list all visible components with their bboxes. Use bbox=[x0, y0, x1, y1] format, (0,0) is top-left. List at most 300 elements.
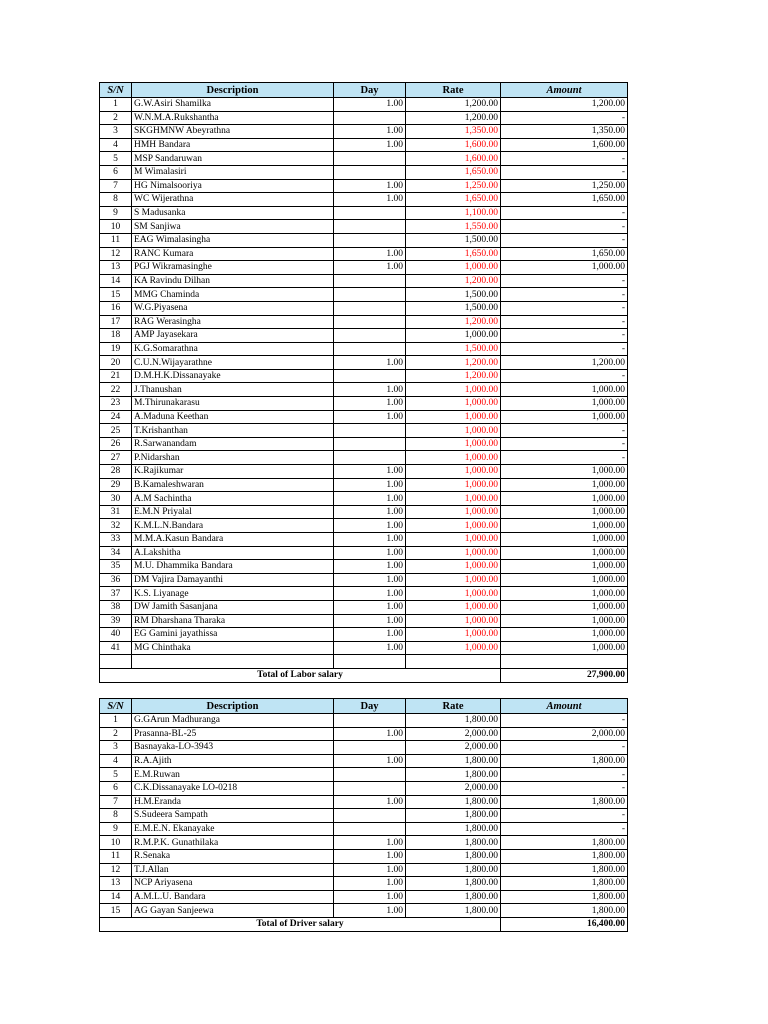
description-cell: T.Krishanthan bbox=[132, 424, 334, 438]
description-cell: S.Sudeera Sampath bbox=[132, 809, 334, 823]
sn-cell: 17 bbox=[100, 315, 132, 329]
description-cell: M.Thirunakarasu bbox=[132, 397, 334, 411]
table-row bbox=[100, 492, 628, 506]
sn-cell: 8 bbox=[100, 193, 132, 207]
sn-cell: 29 bbox=[100, 478, 132, 492]
day-cell: 1.00 bbox=[334, 98, 406, 112]
rate-cell: 1,000.00 bbox=[406, 410, 501, 424]
table-row bbox=[100, 437, 628, 451]
description-cell: HMH Bandara bbox=[132, 138, 334, 152]
sn-cell: 21 bbox=[100, 369, 132, 383]
amount-cell: 1,000.00 bbox=[501, 533, 628, 547]
day-cell bbox=[334, 233, 406, 247]
rate-cell: 1,000.00 bbox=[406, 492, 501, 506]
table-row bbox=[100, 573, 628, 587]
description-cell: NCP Ariyasena bbox=[132, 877, 334, 891]
amount-cell: - bbox=[501, 342, 628, 356]
day-cell: 1.00 bbox=[334, 247, 406, 261]
amount-cell: 1,000.00 bbox=[501, 383, 628, 397]
day-cell bbox=[334, 822, 406, 836]
rate-cell: 2,000.00 bbox=[406, 781, 501, 795]
rate-cell: 1,000.00 bbox=[406, 560, 501, 574]
description-cell: J.Thanushan bbox=[132, 383, 334, 397]
sn-cell: 9 bbox=[100, 822, 132, 836]
rate-cell: 1,000.00 bbox=[406, 519, 501, 533]
day-cell: 1.00 bbox=[334, 465, 406, 479]
sn-cell: 10 bbox=[100, 220, 132, 234]
day-cell bbox=[334, 165, 406, 179]
table-row bbox=[100, 600, 628, 614]
table-row bbox=[100, 714, 628, 728]
sn-cell: 35 bbox=[100, 560, 132, 574]
amount-cell: 1,000.00 bbox=[501, 641, 628, 655]
day-cell: 1.00 bbox=[334, 849, 406, 863]
description-cell: HG Nimalsooriya bbox=[132, 179, 334, 193]
sn-cell: 31 bbox=[100, 505, 132, 519]
amount-cell: 1,000.00 bbox=[501, 600, 628, 614]
table-row bbox=[100, 206, 628, 220]
sn-cell: 5 bbox=[100, 152, 132, 166]
amount-cell: 1,000.00 bbox=[501, 573, 628, 587]
sn-header: S/N bbox=[100, 699, 132, 714]
table-row bbox=[100, 342, 628, 356]
rate-cell: 1,800.00 bbox=[406, 836, 501, 850]
description-cell: RANC Kumara bbox=[132, 247, 334, 261]
sn-cell: 2 bbox=[100, 727, 132, 741]
day-cell: 1.00 bbox=[334, 560, 406, 574]
sn-cell: 40 bbox=[100, 628, 132, 642]
description-cell: K.G.Somarathna bbox=[132, 342, 334, 356]
description-cell: PGJ Wikramasinghe bbox=[132, 261, 334, 275]
rate-cell: 1,200.00 bbox=[406, 356, 501, 370]
description-cell: D.M.H.K.Dissanayake bbox=[132, 369, 334, 383]
description-cell: DM Vajira Damayanthi bbox=[132, 573, 334, 587]
amount-cell: - bbox=[501, 781, 628, 795]
description-cell: M Wimalasiri bbox=[132, 165, 334, 179]
sn-cell: 20 bbox=[100, 356, 132, 370]
sn-cell: 4 bbox=[100, 754, 132, 768]
sn-cell: 30 bbox=[100, 492, 132, 506]
day-cell bbox=[334, 424, 406, 438]
rate-cell: 1,100.00 bbox=[406, 206, 501, 220]
sn-cell: 36 bbox=[100, 573, 132, 587]
sn-cell: 13 bbox=[100, 261, 132, 275]
sn-cell: 5 bbox=[100, 768, 132, 782]
description-cell: R.Sarwanandam bbox=[132, 437, 334, 451]
table-row bbox=[100, 768, 628, 782]
rate-cell: 1,000.00 bbox=[406, 546, 501, 560]
table-row bbox=[100, 274, 628, 288]
amount-cell: - bbox=[501, 315, 628, 329]
labor-header-row bbox=[100, 83, 628, 98]
table-row bbox=[100, 329, 628, 343]
table-row bbox=[100, 410, 628, 424]
driver-salary-table bbox=[99, 698, 628, 932]
description-header: Description bbox=[132, 699, 334, 714]
sn-cell: 24 bbox=[100, 410, 132, 424]
table-row bbox=[100, 727, 628, 741]
rate-cell: 1,000.00 bbox=[406, 451, 501, 465]
table-row bbox=[100, 641, 628, 655]
table-row bbox=[100, 179, 628, 193]
amount-cell: 1,350.00 bbox=[501, 125, 628, 139]
rate-cell: 1,250.00 bbox=[406, 179, 501, 193]
sn-cell: 3 bbox=[100, 125, 132, 139]
day-cell: 1.00 bbox=[334, 138, 406, 152]
amount-cell: - bbox=[501, 152, 628, 166]
rate-cell: 1,800.00 bbox=[406, 904, 501, 918]
rate-cell: 1,000.00 bbox=[406, 600, 501, 614]
amount-cell: - bbox=[501, 768, 628, 782]
rate-cell: 1,000.00 bbox=[406, 465, 501, 479]
sn-cell: 11 bbox=[100, 233, 132, 247]
description-cell: A.M Sachintha bbox=[132, 492, 334, 506]
description-cell: C.U.N.Wijayarathne bbox=[132, 356, 334, 370]
day-cell: 1.00 bbox=[334, 754, 406, 768]
table-row bbox=[100, 397, 628, 411]
labor-total-amount: 27,900.00 bbox=[501, 668, 628, 682]
description-cell: E.M.E.N. Ekanayake bbox=[132, 822, 334, 836]
day-cell: 1.00 bbox=[334, 519, 406, 533]
day-cell: 1.00 bbox=[334, 533, 406, 547]
amount-cell: 1,000.00 bbox=[501, 261, 628, 275]
amount-cell: - bbox=[501, 220, 628, 234]
sn-cell: 15 bbox=[100, 904, 132, 918]
day-cell: 1.00 bbox=[334, 193, 406, 207]
day-cell bbox=[334, 329, 406, 343]
day-cell bbox=[334, 301, 406, 315]
rate-cell: 1,000.00 bbox=[406, 614, 501, 628]
table-row bbox=[100, 849, 628, 863]
day-cell bbox=[334, 111, 406, 125]
table-row bbox=[100, 369, 628, 383]
rate-cell: 1,000.00 bbox=[406, 437, 501, 451]
day-cell bbox=[334, 274, 406, 288]
amount-cell: - bbox=[501, 424, 628, 438]
description-cell: B.Kamaleshwaran bbox=[132, 478, 334, 492]
sn-cell: 12 bbox=[100, 247, 132, 261]
amount-cell: - bbox=[501, 437, 628, 451]
rate-cell: 1,000.00 bbox=[406, 383, 501, 397]
rate-cell: 1,500.00 bbox=[406, 288, 501, 302]
amount-cell: 1,000.00 bbox=[501, 478, 628, 492]
day-header: Day bbox=[334, 83, 406, 98]
description-cell: AG Gayan Sanjeewa bbox=[132, 904, 334, 918]
table-row bbox=[100, 261, 628, 275]
blank-row bbox=[100, 655, 628, 669]
amount-cell: - bbox=[501, 741, 628, 755]
amount-cell: 1,000.00 bbox=[501, 397, 628, 411]
day-cell bbox=[334, 768, 406, 782]
sn-cell: 3 bbox=[100, 741, 132, 755]
table-row bbox=[100, 505, 628, 519]
sn-cell: 9 bbox=[100, 206, 132, 220]
table-row bbox=[100, 125, 628, 139]
table-row bbox=[100, 383, 628, 397]
driver-total-amount: 16,400.00 bbox=[501, 917, 628, 931]
amount-cell: - bbox=[501, 233, 628, 247]
description-cell: K.S. Liyanage bbox=[132, 587, 334, 601]
description-cell: W.N.M.A.Rukshantha bbox=[132, 111, 334, 125]
day-cell: 1.00 bbox=[334, 836, 406, 850]
table-row bbox=[100, 424, 628, 438]
amount-cell: 1,800.00 bbox=[501, 795, 628, 809]
table-row bbox=[100, 546, 628, 560]
description-cell: R.Senaka bbox=[132, 849, 334, 863]
rate-cell: 1,800.00 bbox=[406, 890, 501, 904]
table-row bbox=[100, 247, 628, 261]
amount-cell: 1,000.00 bbox=[501, 410, 628, 424]
day-cell bbox=[334, 206, 406, 220]
description-cell: Prasanna-BL-25 bbox=[132, 727, 334, 741]
amount-cell: 1,000.00 bbox=[501, 465, 628, 479]
table-row bbox=[100, 836, 628, 850]
amount-header: Amount bbox=[501, 83, 628, 98]
table-row bbox=[100, 138, 628, 152]
description-cell: A.M.L.U. Bandara bbox=[132, 890, 334, 904]
amount-cell: 1,650.00 bbox=[501, 247, 628, 261]
labor-salary-table bbox=[99, 82, 628, 683]
rate-cell: 1,000.00 bbox=[406, 628, 501, 642]
driver-total-label: Total of Driver salary bbox=[100, 917, 501, 931]
rate-cell: 1,200.00 bbox=[406, 274, 501, 288]
description-cell: T.J.Allan bbox=[132, 863, 334, 877]
description-cell: A.Maduna Keethan bbox=[132, 410, 334, 424]
day-cell bbox=[334, 315, 406, 329]
description-cell: SM Sanjiwa bbox=[132, 220, 334, 234]
driver-header-row bbox=[100, 699, 628, 714]
description-cell: K.M.L.N.Bandara bbox=[132, 519, 334, 533]
sn-cell: 10 bbox=[100, 836, 132, 850]
sn-cell: 6 bbox=[100, 781, 132, 795]
table-row bbox=[100, 877, 628, 891]
amount-cell: 1,000.00 bbox=[501, 505, 628, 519]
amount-cell: 2,000.00 bbox=[501, 727, 628, 741]
day-cell: 1.00 bbox=[334, 890, 406, 904]
amount-cell: 1,600.00 bbox=[501, 138, 628, 152]
table-row bbox=[100, 152, 628, 166]
sn-cell: 2 bbox=[100, 111, 132, 125]
day-cell: 1.00 bbox=[334, 600, 406, 614]
sn-cell: 11 bbox=[100, 849, 132, 863]
rate-cell: 1,000.00 bbox=[406, 533, 501, 547]
rate-cell: 1,500.00 bbox=[406, 233, 501, 247]
description-cell: R.A.Ajith bbox=[132, 754, 334, 768]
amount-cell: - bbox=[501, 329, 628, 343]
day-cell: 1.00 bbox=[334, 795, 406, 809]
rate-cell: 1,800.00 bbox=[406, 877, 501, 891]
day-cell: 1.00 bbox=[334, 397, 406, 411]
amount-cell: 1,250.00 bbox=[501, 179, 628, 193]
table-row bbox=[100, 863, 628, 877]
description-cell: H.M.Eranda bbox=[132, 795, 334, 809]
amount-cell: - bbox=[501, 206, 628, 220]
amount-cell: 1,000.00 bbox=[501, 614, 628, 628]
sn-cell: 38 bbox=[100, 600, 132, 614]
sn-cell: 7 bbox=[100, 179, 132, 193]
amount-cell: - bbox=[501, 288, 628, 302]
sn-cell: 8 bbox=[100, 809, 132, 823]
sn-cell: 18 bbox=[100, 329, 132, 343]
rate-cell: 1,800.00 bbox=[406, 822, 501, 836]
day-cell bbox=[334, 342, 406, 356]
table-row bbox=[100, 478, 628, 492]
rate-cell: 1,800.00 bbox=[406, 863, 501, 877]
sn-cell: 15 bbox=[100, 288, 132, 302]
sn-cell: 13 bbox=[100, 877, 132, 891]
table-row bbox=[100, 754, 628, 768]
amount-cell: - bbox=[501, 809, 628, 823]
sn-cell: 26 bbox=[100, 437, 132, 451]
description-cell: WC Wijerathna bbox=[132, 193, 334, 207]
amount-header: Amount bbox=[501, 699, 628, 714]
day-cell: 1.00 bbox=[334, 478, 406, 492]
table-row bbox=[100, 587, 628, 601]
labor-total-label: Total of Labor salary bbox=[100, 668, 501, 682]
sn-cell: 27 bbox=[100, 451, 132, 465]
description-cell: KA Ravindu Dilhan bbox=[132, 274, 334, 288]
day-cell: 1.00 bbox=[334, 614, 406, 628]
description-cell: EAG Wimalasingha bbox=[132, 233, 334, 247]
sn-cell: 12 bbox=[100, 863, 132, 877]
day-cell: 1.00 bbox=[334, 410, 406, 424]
table-row bbox=[100, 465, 628, 479]
day-cell: 1.00 bbox=[334, 505, 406, 519]
table-row bbox=[100, 533, 628, 547]
amount-cell: 1,000.00 bbox=[501, 519, 628, 533]
table-row bbox=[100, 614, 628, 628]
rate-cell: 1,500.00 bbox=[406, 301, 501, 315]
table-row bbox=[100, 356, 628, 370]
day-cell bbox=[334, 781, 406, 795]
rate-cell: 1,550.00 bbox=[406, 220, 501, 234]
rate-cell: 1,000.00 bbox=[406, 587, 501, 601]
description-cell: SKGHMNW Abeyrathna bbox=[132, 125, 334, 139]
rate-cell: 1,200.00 bbox=[406, 315, 501, 329]
rate-cell: 1,650.00 bbox=[406, 247, 501, 261]
rate-cell: 1,000.00 bbox=[406, 478, 501, 492]
day-cell bbox=[334, 220, 406, 234]
amount-cell: - bbox=[501, 451, 628, 465]
sn-cell: 23 bbox=[100, 397, 132, 411]
day-cell: 1.00 bbox=[334, 904, 406, 918]
day-cell: 1.00 bbox=[334, 383, 406, 397]
table-row bbox=[100, 904, 628, 918]
rate-cell: 1,800.00 bbox=[406, 809, 501, 823]
rate-cell: 1,000.00 bbox=[406, 573, 501, 587]
amount-cell: - bbox=[501, 165, 628, 179]
amount-cell: - bbox=[501, 822, 628, 836]
amount-cell: 1,000.00 bbox=[501, 628, 628, 642]
day-cell bbox=[334, 714, 406, 728]
rate-cell: 1,600.00 bbox=[406, 138, 501, 152]
rate-header: Rate bbox=[406, 83, 501, 98]
rate-cell: 1,000.00 bbox=[406, 641, 501, 655]
driver-total-row bbox=[100, 917, 628, 931]
labor-rows bbox=[100, 98, 628, 655]
table-row bbox=[100, 288, 628, 302]
description-cell: Basnayaka-LO-3943 bbox=[132, 741, 334, 755]
amount-cell: - bbox=[501, 111, 628, 125]
day-cell bbox=[334, 288, 406, 302]
description-cell: P.Nidarshan bbox=[132, 451, 334, 465]
amount-cell: 1,800.00 bbox=[501, 890, 628, 904]
table-row bbox=[100, 98, 628, 112]
table-row bbox=[100, 193, 628, 207]
sn-cell: 1 bbox=[100, 98, 132, 112]
description-cell: A.Lakshitha bbox=[132, 546, 334, 560]
sn-cell: 14 bbox=[100, 890, 132, 904]
sn-cell: 41 bbox=[100, 641, 132, 655]
rate-cell: 1,500.00 bbox=[406, 342, 501, 356]
table-row bbox=[100, 233, 628, 247]
rate-cell: 1,650.00 bbox=[406, 193, 501, 207]
day-cell bbox=[334, 369, 406, 383]
rate-header: Rate bbox=[406, 699, 501, 714]
description-cell: M.M.A.Kasun Bandara bbox=[132, 533, 334, 547]
rate-cell: 1,800.00 bbox=[406, 714, 501, 728]
day-cell: 1.00 bbox=[334, 877, 406, 891]
table-row bbox=[100, 741, 628, 755]
day-header: Day bbox=[334, 699, 406, 714]
day-cell: 1.00 bbox=[334, 587, 406, 601]
description-cell: MG Chinthaka bbox=[132, 641, 334, 655]
rate-cell: 1,650.00 bbox=[406, 165, 501, 179]
description-cell: MMG Chaminda bbox=[132, 288, 334, 302]
description-header: Description bbox=[132, 83, 334, 98]
rate-cell: 2,000.00 bbox=[406, 741, 501, 755]
table-row bbox=[100, 315, 628, 329]
sn-cell: 6 bbox=[100, 165, 132, 179]
rate-cell: 1,800.00 bbox=[406, 754, 501, 768]
amount-cell: 1,800.00 bbox=[501, 904, 628, 918]
day-cell: 1.00 bbox=[334, 356, 406, 370]
amount-cell: 1,800.00 bbox=[501, 836, 628, 850]
table-row bbox=[100, 781, 628, 795]
sn-cell: 34 bbox=[100, 546, 132, 560]
amount-cell: - bbox=[501, 369, 628, 383]
description-cell: E.M.Ruwan bbox=[132, 768, 334, 782]
day-cell: 1.00 bbox=[334, 628, 406, 642]
rate-cell: 1,200.00 bbox=[406, 111, 501, 125]
day-cell bbox=[334, 741, 406, 755]
amount-cell: 1,650.00 bbox=[501, 193, 628, 207]
day-cell bbox=[334, 437, 406, 451]
amount-cell: 1,000.00 bbox=[501, 587, 628, 601]
rate-cell: 1,350.00 bbox=[406, 125, 501, 139]
sn-cell: 16 bbox=[100, 301, 132, 315]
rate-cell: 1,800.00 bbox=[406, 849, 501, 863]
driver-rows bbox=[100, 714, 628, 918]
day-cell: 1.00 bbox=[334, 125, 406, 139]
rate-cell: 1,800.00 bbox=[406, 795, 501, 809]
table-row bbox=[100, 822, 628, 836]
description-cell: AMP Jayasekara bbox=[132, 329, 334, 343]
day-cell bbox=[334, 809, 406, 823]
description-cell: W.G.Piyasena bbox=[132, 301, 334, 315]
labor-total-row bbox=[100, 668, 628, 682]
day-cell: 1.00 bbox=[334, 492, 406, 506]
sn-header: S/N bbox=[100, 83, 132, 98]
sn-cell: 28 bbox=[100, 465, 132, 479]
rate-cell: 1,200.00 bbox=[406, 98, 501, 112]
sn-cell: 19 bbox=[100, 342, 132, 356]
rate-cell: 2,000.00 bbox=[406, 727, 501, 741]
table-row bbox=[100, 890, 628, 904]
description-cell: G.W.Asiri Shamilka bbox=[132, 98, 334, 112]
description-cell: MSP Sandaruwan bbox=[132, 152, 334, 166]
description-cell: K.Rajikumar bbox=[132, 465, 334, 479]
